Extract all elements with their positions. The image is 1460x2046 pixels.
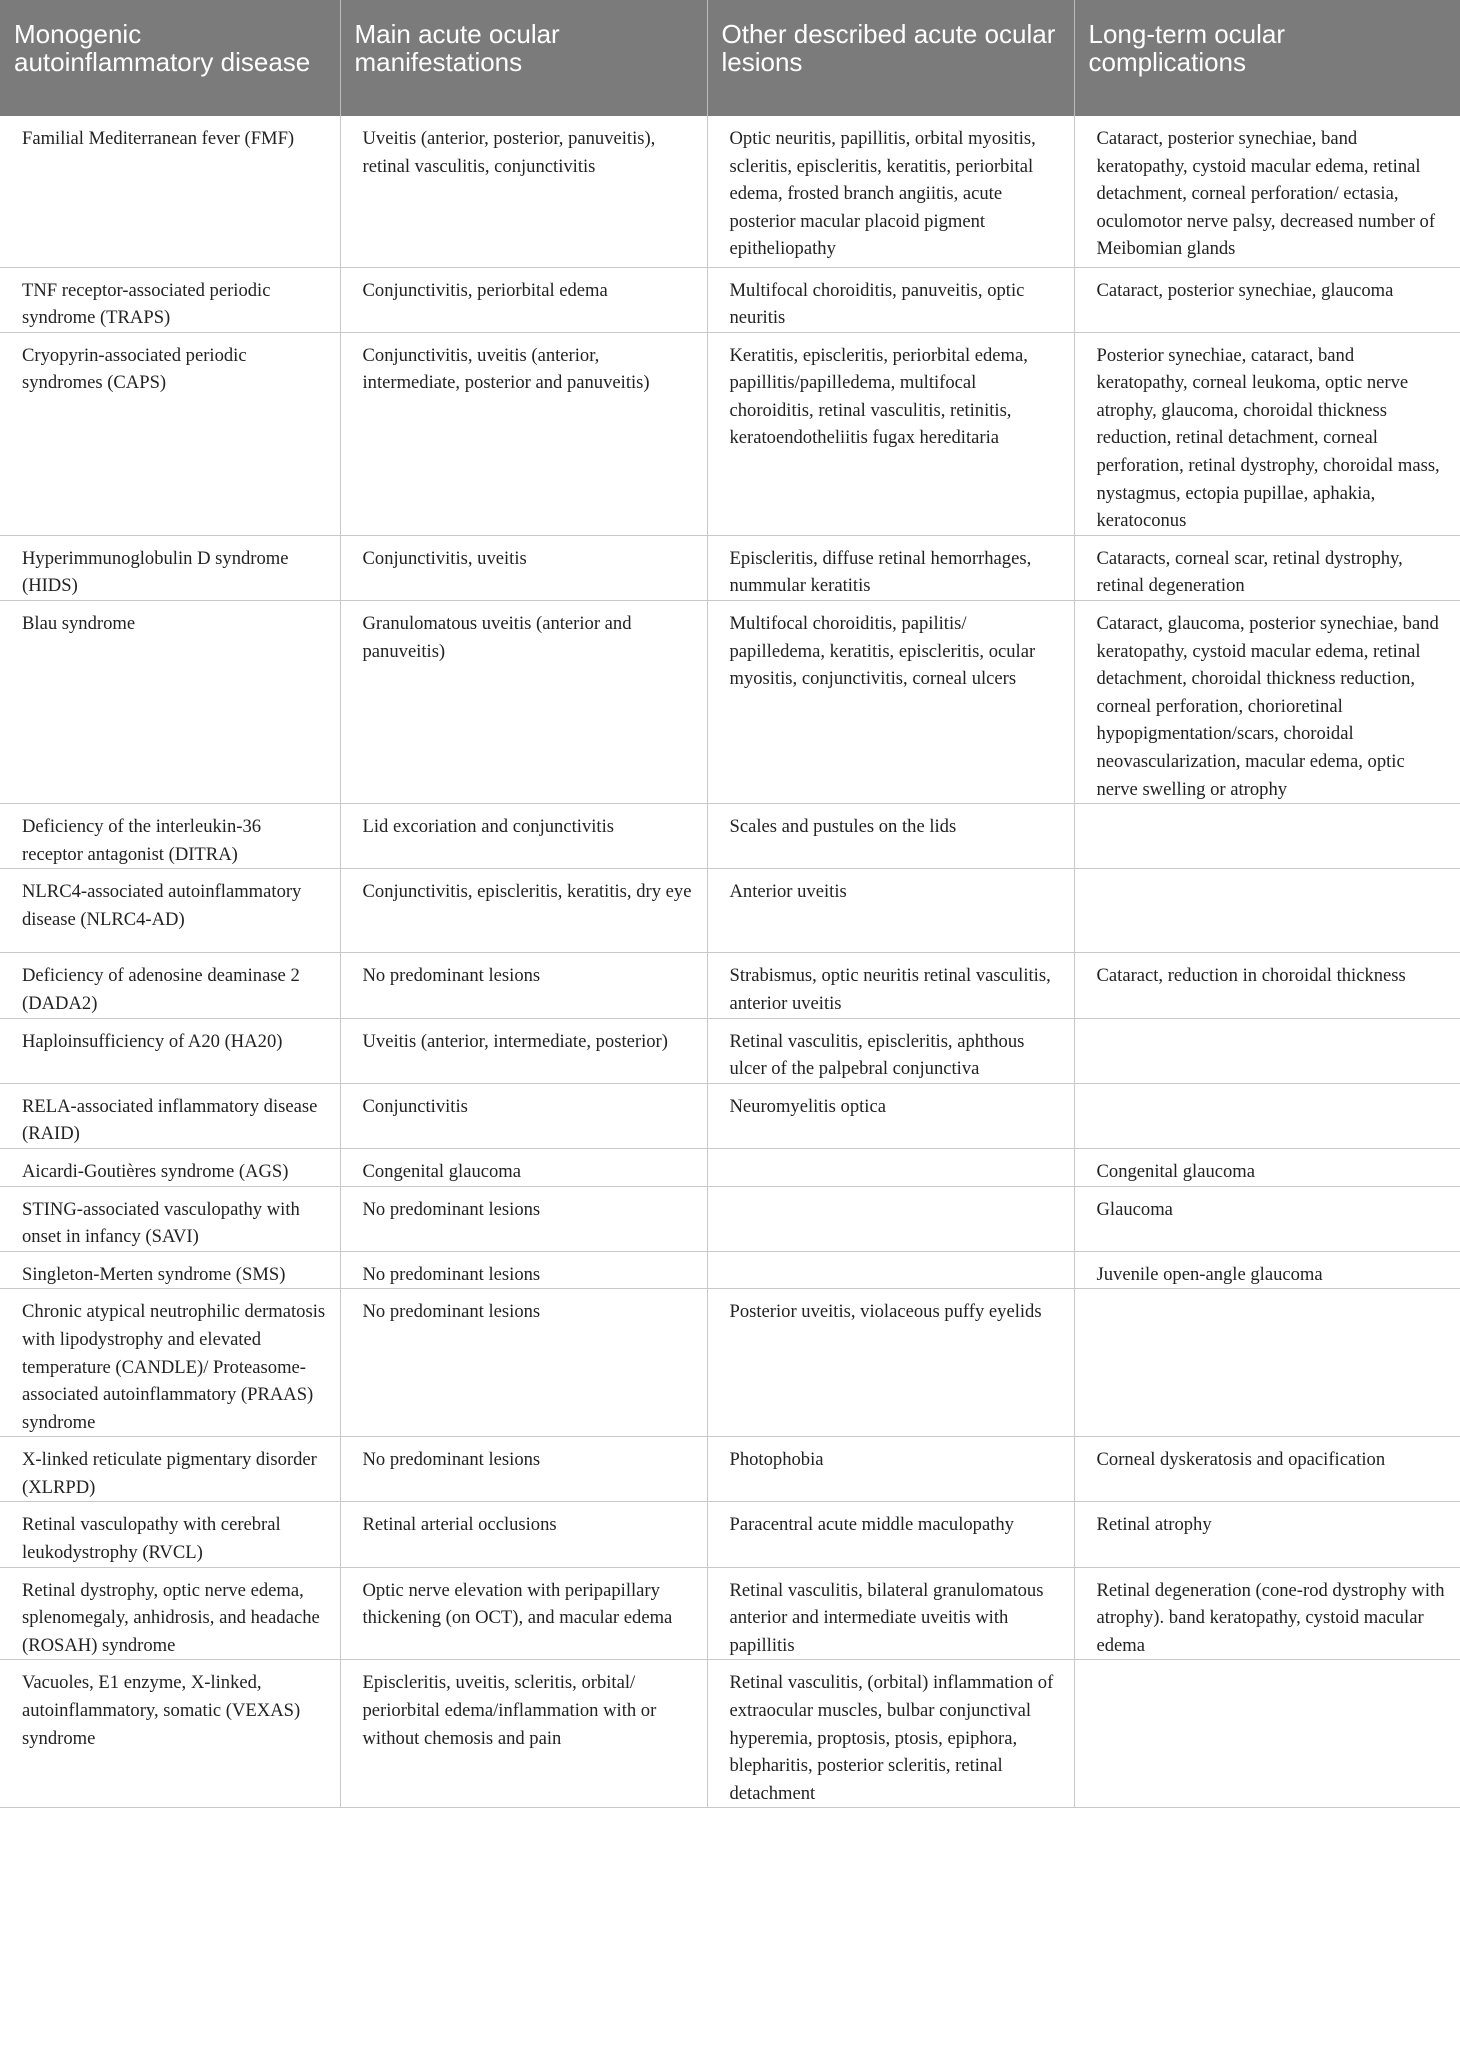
cell-other-acute — [707, 1251, 1074, 1289]
cell-disease: Retinal dystrophy, optic nerve edema, splenomegaly, anhidrosis, and headache (ROSAH) syndrome — [0, 1567, 340, 1660]
table-body — [0, 116, 1460, 1808]
cell-long-term: Cataract, glaucoma, posterior synechiae, band keratopathy, cystoid macular edema, retinal detachment, choroidal thickness reduction, corneal perforation, chorioretinal hypopigmentation/scars, choroidal neovascularization, macular edema, optic nerve swelling or atrophy — [1074, 601, 1460, 804]
cell-disease: Deficiency of adenosine deaminase 2 (DADA2) — [0, 953, 340, 1018]
table-header — [0, 0, 1460, 116]
cell-other-acute: Episcleritis, diffuse retinal hemorrhages, nummular keratitis — [707, 535, 1074, 600]
cell-main-acute: No predominant lesions — [340, 953, 707, 1018]
cell-other-acute: Photophobia — [707, 1437, 1074, 1502]
cell-disease: Cryopyrin-associated periodic syndromes (CAPS) — [0, 332, 340, 535]
header-long-term: Long-term ocular complications — [1074, 0, 1460, 116]
cell-other-acute: Paracentral acute middle maculopathy — [707, 1502, 1074, 1567]
table-row — [0, 1437, 1460, 1502]
cell-long-term: Cataracts, corneal scar, retinal dystrophy, retinal degeneration — [1074, 535, 1460, 600]
cell-disease: Haploinsufficiency of A20 (HA20) — [0, 1018, 340, 1083]
cell-main-acute: Conjunctivitis, episcleritis, keratitis, dry eye — [340, 869, 707, 953]
header-row — [0, 0, 1460, 116]
table-row — [0, 1502, 1460, 1567]
cell-disease: Deficiency of the interleukin-36 receptor antagonist (DITRA) — [0, 804, 340, 869]
cell-disease: Chronic atypical neutrophilic dermatosis with lipodystrophy and elevated temperature (CANDLE)/ Proteasome-associated autoinflammatory (PRAAS) syndrome — [0, 1289, 340, 1437]
header-other-acute: Other described acute ocular lesions — [707, 0, 1074, 116]
cell-long-term: Congenital glaucoma — [1074, 1148, 1460, 1186]
cell-other-acute: Anterior uveitis — [707, 869, 1074, 953]
cell-other-acute: Retinal vasculitis, episcleritis, aphthous ulcer of the palpebral conjunctiva — [707, 1018, 1074, 1083]
cell-disease: X-linked reticulate pigmentary disorder (XLRPD) — [0, 1437, 340, 1502]
cell-long-term: Retinal atrophy — [1074, 1502, 1460, 1567]
cell-other-acute: Retinal vasculitis, (orbital) inflammation of extraocular muscles, bulbar conjunctival hyperemia, proptosis, ptosis, epiphora, blepharitis, posterior scleritis, retinal detachment — [707, 1660, 1074, 1808]
cell-disease: Retinal vasculopathy with cerebral leukodystrophy (RVCL) — [0, 1502, 340, 1567]
table-row — [0, 332, 1460, 535]
cell-other-acute: Retinal vasculitis, bilateral granulomatous anterior and intermediate uveitis with papillitis — [707, 1567, 1074, 1660]
table-row — [0, 1148, 1460, 1186]
table-row — [0, 1289, 1460, 1437]
table-row — [0, 535, 1460, 600]
cell-long-term: Cataract, posterior synechiae, glaucoma — [1074, 267, 1460, 332]
cell-disease: Vacuoles, E1 enzyme, X-linked, autoinflammatory, somatic (VEXAS) syndrome — [0, 1660, 340, 1808]
cell-other-acute: Multifocal choroiditis, panuveitis, optic neuritis — [707, 267, 1074, 332]
cell-long-term — [1074, 869, 1460, 953]
table-row — [0, 601, 1460, 804]
cell-other-acute: Keratitis, episcleritis, periorbital edema, papillitis/papilledema, multifocal choroiditis, retinal vasculitis, retinitis, keratoendotheliitis fugax hereditaria — [707, 332, 1074, 535]
cell-other-acute: Neuromyelitis optica — [707, 1083, 1074, 1148]
table-row — [0, 953, 1460, 1018]
cell-other-acute: Optic neuritis, papillitis, orbital myositis, scleritis, episcleritis, keratitis, periorbital edema, frosted branch angiitis, acute posterior macular placoid pigment epitheliopathy — [707, 116, 1074, 267]
cell-main-acute: Conjunctivitis — [340, 1083, 707, 1148]
cell-main-acute: Episcleritis, uveitis, scleritis, orbital/ periorbital edema/inflammation with or without chemosis and pain — [340, 1660, 707, 1808]
cell-long-term: Retinal degeneration (cone-rod dystrophy with atrophy). band keratopathy, cystoid macular edema — [1074, 1567, 1460, 1660]
cell-main-acute: Conjunctivitis, uveitis — [340, 535, 707, 600]
cell-long-term — [1074, 804, 1460, 869]
cell-long-term: Posterior synechiae, cataract, band keratopathy, corneal leukoma, optic nerve atrophy, glaucoma, choroidal thickness reduction, retinal detachment, corneal perforation, retinal dystrophy, choroidal mass, nystagmus, ectopia pupillae, aphakia, keratoconus — [1074, 332, 1460, 535]
cell-disease: Aicardi-Goutières syndrome (AGS) — [0, 1148, 340, 1186]
cell-disease: Blau syndrome — [0, 601, 340, 804]
table-row — [0, 1083, 1460, 1148]
cell-main-acute: No predominant lesions — [340, 1437, 707, 1502]
cell-long-term: Glaucoma — [1074, 1186, 1460, 1251]
cell-main-acute: Uveitis (anterior, posterior, panuveitis), retinal vasculitis, conjunctivitis — [340, 116, 707, 267]
cell-main-acute: No predominant lesions — [340, 1186, 707, 1251]
table-row — [0, 1186, 1460, 1251]
cell-long-term: Corneal dyskeratosis and opacification — [1074, 1437, 1460, 1502]
table-row — [0, 267, 1460, 332]
table-row — [0, 1567, 1460, 1660]
cell-main-acute: Conjunctivitis, uveitis (anterior, intermediate, posterior and panuveitis) — [340, 332, 707, 535]
cell-disease: Singleton-Merten syndrome (SMS) — [0, 1251, 340, 1289]
cell-other-acute: Multifocal choroiditis, papilitis/ papilledema, keratitis, episcleritis, ocular myositis, conjunctivitis, corneal ulcers — [707, 601, 1074, 804]
cell-main-acute: No predominant lesions — [340, 1289, 707, 1437]
cell-long-term — [1074, 1083, 1460, 1148]
cell-other-acute — [707, 1186, 1074, 1251]
cell-main-acute: Conjunctivitis, periorbital edema — [340, 267, 707, 332]
header-disease: Monogenic autoinflammatory disease — [0, 0, 340, 116]
table-row — [0, 116, 1460, 267]
cell-disease: STING-associated vasculopathy with onset in infancy (SAVI) — [0, 1186, 340, 1251]
table-row — [0, 804, 1460, 869]
cell-long-term — [1074, 1018, 1460, 1083]
cell-main-acute: Retinal arterial occlusions — [340, 1502, 707, 1567]
cell-disease: NLRC4-associated autoinflammatory disease (NLRC4-AD) — [0, 869, 340, 953]
cell-main-acute: Congenital glaucoma — [340, 1148, 707, 1186]
cell-long-term — [1074, 1660, 1460, 1808]
table-row — [0, 869, 1460, 953]
cell-long-term: Cataract, reduction in choroidal thickness — [1074, 953, 1460, 1018]
cell-disease: Hyperimmunoglobulin D syndrome (HIDS) — [0, 535, 340, 600]
cell-other-acute: Posterior uveitis, violaceous puffy eyelids — [707, 1289, 1074, 1437]
table-row — [0, 1251, 1460, 1289]
table-row — [0, 1018, 1460, 1083]
cell-disease: TNF receptor-associated periodic syndrome (TRAPS) — [0, 267, 340, 332]
cell-other-acute: Strabismus, optic neuritis retinal vasculitis, anterior uveitis — [707, 953, 1074, 1018]
cell-main-acute: Lid excoriation and conjunctivitis — [340, 804, 707, 869]
cell-disease: Familial Mediterranean fever (FMF) — [0, 116, 340, 267]
cell-main-acute: Granulomatous uveitis (anterior and panuveitis) — [340, 601, 707, 804]
cell-long-term: Cataract, posterior synechiae, band keratopathy, cystoid macular edema, retinal detachment, corneal perforation/ ectasia, oculomotor nerve palsy, decreased number of Meibomian glands — [1074, 116, 1460, 267]
cell-other-acute: Scales and pustules on the lids — [707, 804, 1074, 869]
cell-main-acute: No predominant lesions — [340, 1251, 707, 1289]
header-main-acute: Main acute ocular manifestations — [340, 0, 707, 116]
cell-long-term: Juvenile open-angle glaucoma — [1074, 1251, 1460, 1289]
cell-other-acute — [707, 1148, 1074, 1186]
cell-main-acute: Optic nerve elevation with peripapillary thickening (on OCT), and macular edema — [340, 1567, 707, 1660]
table-row — [0, 1660, 1460, 1808]
cell-main-acute: Uveitis (anterior, intermediate, posterior) — [340, 1018, 707, 1083]
cell-disease: RELA-associated inflammatory disease (RAID) — [0, 1083, 340, 1148]
cell-long-term — [1074, 1289, 1460, 1437]
